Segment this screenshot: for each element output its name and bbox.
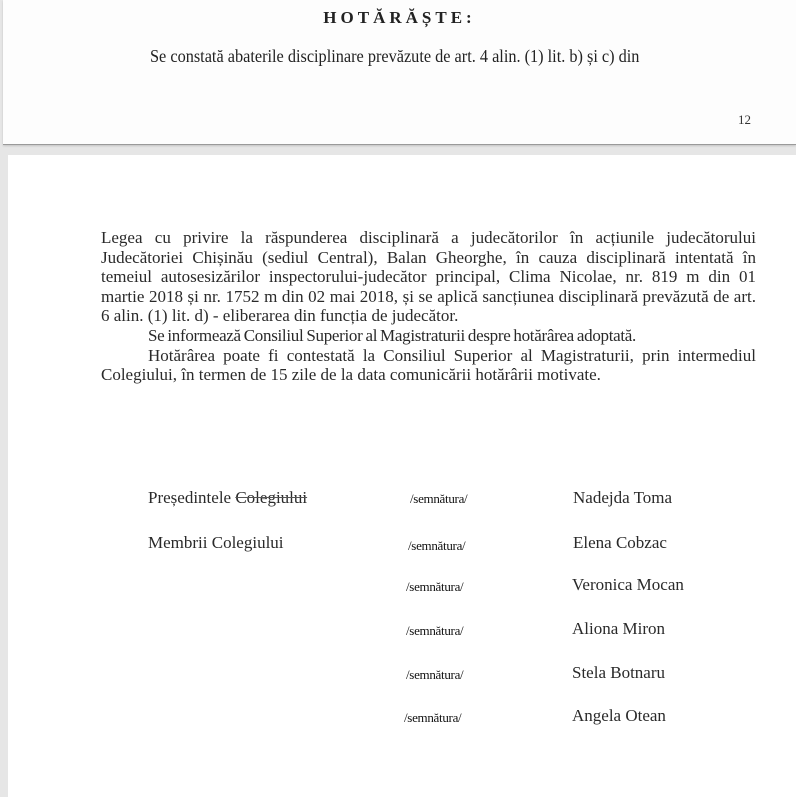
- signatory-name: Aliona Miron: [572, 619, 666, 638]
- role-struck-text: Colegiului: [235, 488, 308, 507]
- signature-role: Membrii Colegiului: [148, 533, 284, 552]
- decision-body: [101, 228, 756, 385]
- page-13: [8, 155, 796, 797]
- signature-mark: /semnătura/: [406, 623, 464, 638]
- signature-mark: /semnătura/: [406, 667, 464, 682]
- signatory-name: Elena Cobzac: [573, 533, 667, 552]
- signature-mark: /semnătura/: [408, 538, 466, 553]
- signatory-name: Nadejda Toma: [573, 488, 673, 507]
- role-text: Președintele: [148, 488, 236, 507]
- paragraph-inform-csm: Se informează Consiliul Superior al Magistraturii despre hotărârea adoptată.: [148, 325, 636, 345]
- page-number: 12: [738, 112, 751, 127]
- signatory-name: Veronica Mocan: [572, 575, 684, 594]
- signature-role: [148, 488, 307, 508]
- decision-first-line: Se constată abaterile disciplinare prevăzute de art. 4 alin. (1) lit. b) și c) din: [150, 46, 640, 66]
- signature-mark: /semnătura/: [410, 491, 468, 506]
- paragraph-sanction: Legea cu privire la răspunderea disciplinară a judecătorilor în acțiunile judecătorului Judecătoriei Chișinău (sediul Central), Balan Gheorghe, în cauza disciplinară intentată în temeiul autosesizărilor inspectorului-judecător principal, Clima Nicolae, nr. 819 m din 01 martie 2018 și nr. 1752 m din 02 mai 2018, și se aplică sancțiunea disciplinară prevăzută de art. 6 alin. (1) lit. d) - eliberarea din funcția de judecător.: [101, 228, 756, 326]
- page-12-bottom-fragment: [3, 0, 796, 145]
- signatory-name: Angela Otean: [572, 706, 666, 725]
- decision-heading: HOTĂRĂȘTE:: [323, 8, 476, 27]
- paragraph-appeal: Hotărârea poate fi contestată la Consiliul Superior al Magistraturii, prin intermediul Colegiului, în termen de 15 zile de la data comunicării hotărârii motivate.: [101, 345, 756, 385]
- signature-mark: /semnătura/: [404, 710, 462, 725]
- signatory-name: Stela Botnaru: [572, 663, 666, 682]
- signature-mark: /semnătura/: [406, 579, 464, 594]
